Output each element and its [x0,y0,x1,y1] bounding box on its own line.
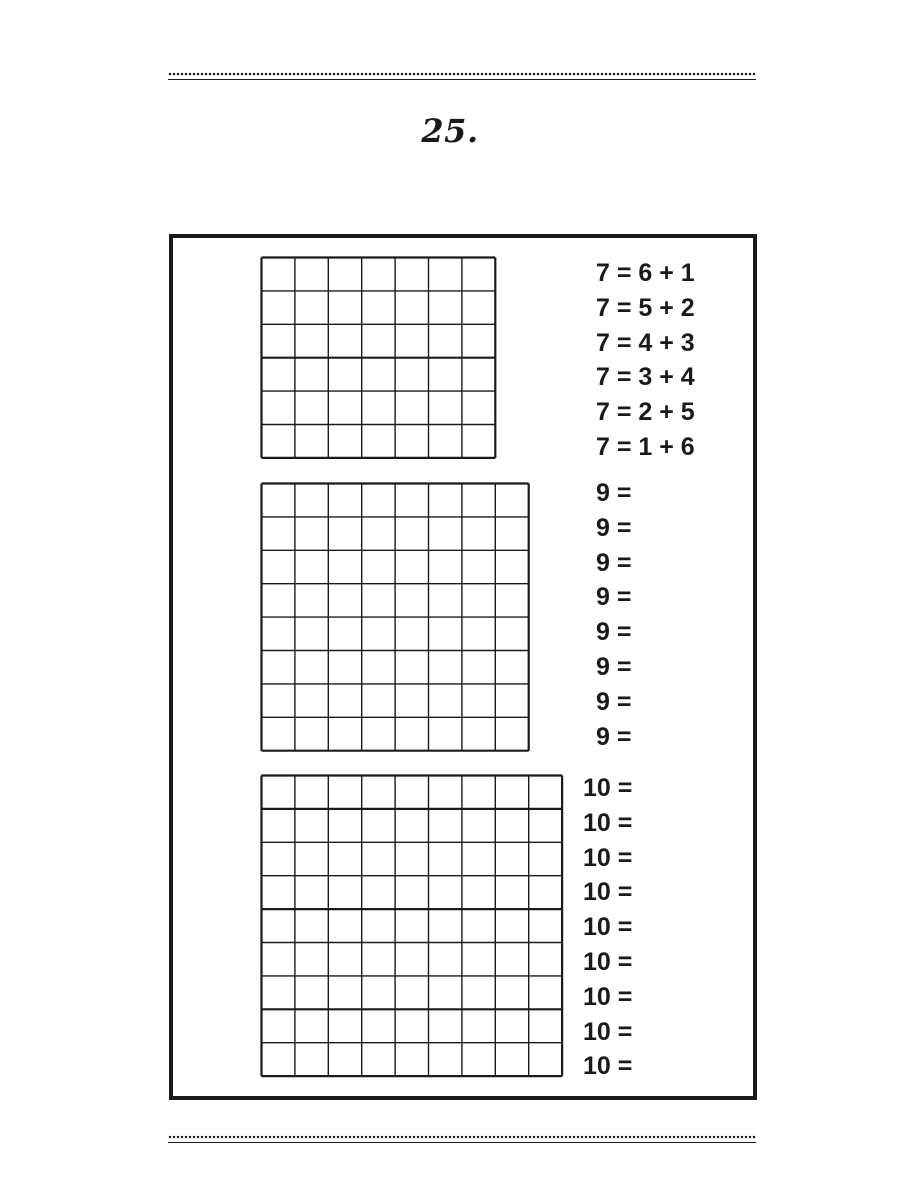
equation-line: 7 = 3 + 4 [596,363,695,392]
equation-list-10 [583,771,632,1084]
equation-line: 7 = 6 + 1 [596,259,695,287]
equation-list-7 [596,256,695,465]
counting-grid-9 [260,482,531,753]
equation-line: 9 = [596,583,632,612]
counting-grid-10 [260,774,564,1078]
equation-line: 7 = 2 + 5 [596,398,695,427]
equation-line: 9 = [596,618,632,647]
equation-line: 7 = 5 + 2 [596,293,695,322]
page-number: 25. [421,112,479,150]
equation-line: 9 = [596,479,632,507]
bottom-dotted-rule [168,1135,756,1145]
equation-line: 9 = [596,652,632,681]
equation-list-9 [596,476,631,754]
equation-line: 10 = [583,947,633,976]
equation-line: 9 = [596,513,632,542]
equation-line: 9 = [596,687,632,716]
equation-line: 7 = 4 + 3 [596,328,695,357]
equation-line: 10 = [583,843,633,872]
equation-line: 10 = [583,913,633,942]
equation-line: 10 = [583,1017,633,1046]
equation-line: 10 = [583,774,633,802]
equation-line: 7 = 1 + 6 [596,432,695,461]
equation-line: 10 = [583,878,633,907]
equation-line: 9 = [596,722,632,751]
equation-line: 10 = [583,808,633,837]
equation-line: 9 = [596,548,632,577]
equation-line: 10 = [583,982,633,1011]
top-dotted-rule [168,72,756,82]
counting-grid-7 [260,256,497,460]
equation-line: 10 = [583,1052,633,1081]
